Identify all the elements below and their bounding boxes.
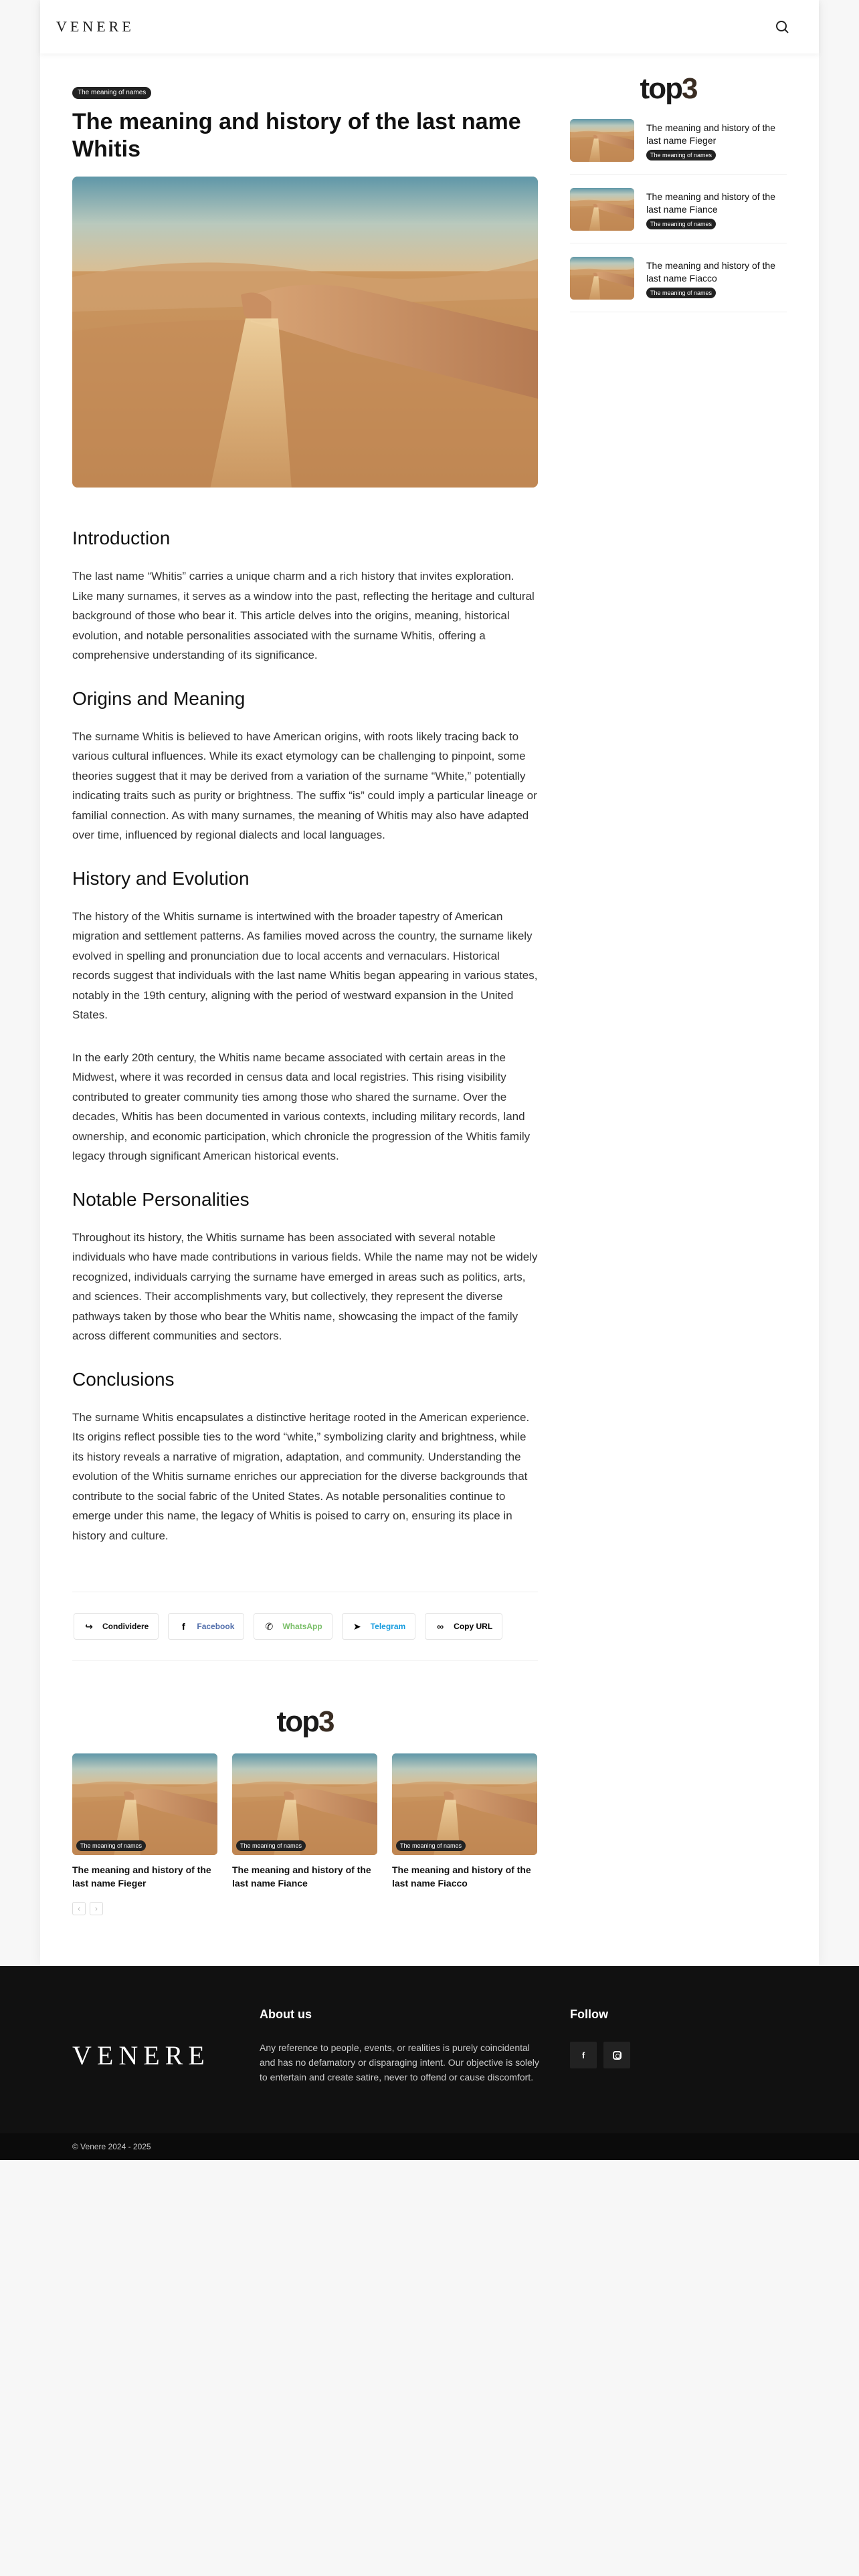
share-button[interactable]: [74, 1613, 159, 1640]
category-badge[interactable]: The meaning of names: [646, 288, 716, 298]
category-badge[interactable]: The meaning of names: [236, 1840, 306, 1851]
follow-section: [570, 2008, 630, 2068]
top3-num: 3: [681, 72, 697, 105]
section-heading: History and Evolution: [72, 867, 250, 889]
facebook-icon[interactable]: f: [570, 2042, 597, 2068]
share-bar: [72, 1592, 538, 1661]
article: [72, 86, 538, 1568]
instagram-icon[interactable]: [603, 2042, 630, 2068]
top-bar: [40, 0, 819, 53]
category-badge[interactable]: The meaning of names: [646, 150, 716, 160]
sidebar-post[interactable]: [570, 243, 787, 312]
category-badge[interactable]: The meaning of names: [72, 87, 151, 99]
paragraph: The surname Whitis encapsulates a distinctive heritage rooted in the American experience. Its origins reflect possible ties to the word “white,” symbolizing clarity and brightness, while its history reveals a narrative of migration, adaptation, and community. Understanding the evolution of the Whitis surname enriches our appreciation for the diverse backgrounds that contribute to the social fabric of the United States. As notable personalities continue to emerge under this name, the legacy of Whitis is poised to carry on, ensuring its place in history and culture.: [72, 1410, 530, 1542]
footer: [0, 1966, 859, 2160]
sidebar-post-title[interactable]: The meaning and history of the last name Fiacco: [646, 260, 776, 284]
related-thumbnail[interactable]: [392, 1753, 537, 1855]
sidebar-thumbnail[interactable]: [570, 188, 634, 231]
top3-word: top: [276, 1705, 318, 1738]
paragraph: Throughout its history, the Whitis surname has been associated with several notable individuals who have made contributions in various fields. While the name may not be widely recognized, individuals carrying the surname have emerged in areas such as politics, arts, and sciences. Their accomplishments vary, but collectively, they represent the diverse pathways taken by those who bear the Whitis name, showcasing the impact of the family across different communities and sectors.: [72, 1230, 538, 1342]
top3-heading: [72, 1705, 538, 1739]
footer-logo[interactable]: VENERE: [72, 2040, 210, 2070]
next-page-button[interactable]: ›: [90, 1902, 103, 1915]
related-title[interactable]: The meaning and history of the last name Fiacco: [392, 1864, 531, 1889]
about-title: About us: [260, 2008, 312, 2021]
section-heading: Origins and Meaning: [72, 687, 246, 709]
facebook-label: Facebook: [197, 1622, 235, 1631]
related-title[interactable]: The meaning and history of the last name Fieger: [72, 1864, 211, 1889]
top3-num: 3: [318, 1705, 334, 1738]
sidebar-post[interactable]: [570, 175, 787, 243]
related-card[interactable]: [392, 1753, 537, 1890]
whatsapp-share-button[interactable]: [254, 1613, 332, 1640]
article-body: [72, 528, 538, 1545]
top3-heading: [550, 72, 787, 106]
prev-page-button[interactable]: ‹: [72, 1902, 86, 1915]
sidebar-thumbnail[interactable]: [570, 119, 634, 162]
facebook-share-button[interactable]: [168, 1613, 244, 1640]
facebook-icon: f: [182, 1621, 185, 1632]
sidebar-thumbnail[interactable]: [570, 257, 634, 300]
category-badge[interactable]: The meaning of names: [646, 219, 716, 229]
related-title[interactable]: The meaning and history of the last name Fiance: [232, 1864, 371, 1889]
sidebar: [570, 72, 787, 312]
pagination: [72, 1902, 538, 1915]
related-thumbnail[interactable]: [232, 1753, 377, 1855]
top3-word: top: [640, 72, 682, 105]
copy-url-label: Copy URL: [454, 1622, 493, 1631]
hero-image: [72, 177, 538, 488]
copyright-bar: [0, 2133, 859, 2160]
related-card[interactable]: [72, 1753, 217, 1890]
sidebar-post-title[interactable]: The meaning and history of the last name Fieger: [646, 122, 776, 146]
section-heading: Notable Personalities: [72, 1188, 250, 1210]
category-badge[interactable]: The meaning of names: [396, 1840, 466, 1851]
category-badge[interactable]: The meaning of names: [76, 1840, 146, 1851]
sidebar-post-title[interactable]: The meaning and history of the last name Fiance: [646, 191, 776, 215]
copyright-text: © Venere 2024 - 2025: [72, 2142, 151, 2151]
section-heading: Conclusions: [72, 1368, 175, 1390]
related-card[interactable]: [232, 1753, 377, 1890]
whatsapp-icon: ✆: [265, 1620, 274, 1632]
related-thumbnail[interactable]: [72, 1753, 217, 1855]
link-icon: ∞: [437, 1621, 444, 1632]
section-heading: Introduction: [72, 528, 171, 548]
related-posts: [72, 1705, 538, 1915]
copy-url-button[interactable]: [425, 1613, 502, 1640]
about-text: Any reference to people, events, or realities is purely coincidental and has no defamatory or disparaging intent. Our objective is solely to entertain and create satire, never to offend or cause discomfort.: [260, 2042, 539, 2082]
site-logo[interactable]: VENERE: [56, 18, 134, 35]
follow-title: Follow: [570, 2008, 608, 2021]
search-icon[interactable]: [775, 19, 789, 34]
whatsapp-label: WhatsApp: [282, 1622, 322, 1631]
telegram-share-button[interactable]: [342, 1613, 415, 1640]
paragraph: In the early 20th century, the Whitis name became associated with certain areas in the Midwest, where it was recorded in census data and local registries. This rising visibility contributed to greater community ties among those who shared the surname. Over the decades, Whitis has been documented in various contexts, including military records, land ownership, and economic participation, which chronicle the progression of the Whitis family legacy through significant American historical events.: [72, 1051, 531, 1162]
telegram-icon: ➤: [353, 1620, 361, 1632]
sidebar-post[interactable]: [570, 106, 787, 175]
about-section: [260, 2008, 541, 2084]
paragraph: The surname Whitis is believed to have American origins, with roots likely tracing back to various cultural influences. While its exact etymology can be challenging to pinpoint, some theories suggest that it may be derived from a variation of the surname “White,” potentially indicating traits such as purity or brightness. The suffix “is” could imply a particular lineage or familial connection. As with many surnames, the meaning of Whitis may also have adapted over time, influenced by regional dialects and local languages.: [72, 730, 537, 841]
paragraph: The last name “Whitis” carries a unique charm and a rich history that invites exploration. Like many surnames, it serves as a window into the past, reflecting the heritage and cultural background of those who bear it. This article delves into the origins, meaning, historical evolution, and notable personalities associated with the surname Whitis, offering a comprehensive understanding of its significance.: [72, 570, 535, 661]
paragraph: The history of the Whitis surname is intertwined with the broader tapestry of American migration and settlement patterns. As families moved across the country, the surname likely evolved in spelling and pronunciation due to local accents and vernaculars. Historical records suggest that individuals with the last name Whitis began appearing in various states, notably in the 19th century, aligning with the period of westward expansion in the United States.: [72, 909, 538, 1021]
telegram-label: Telegram: [370, 1622, 406, 1631]
share-icon: ↪: [85, 1620, 93, 1632]
share-label: Condividere: [102, 1622, 149, 1631]
article-title: The meaning and history of the last name Whitis: [72, 109, 521, 162]
